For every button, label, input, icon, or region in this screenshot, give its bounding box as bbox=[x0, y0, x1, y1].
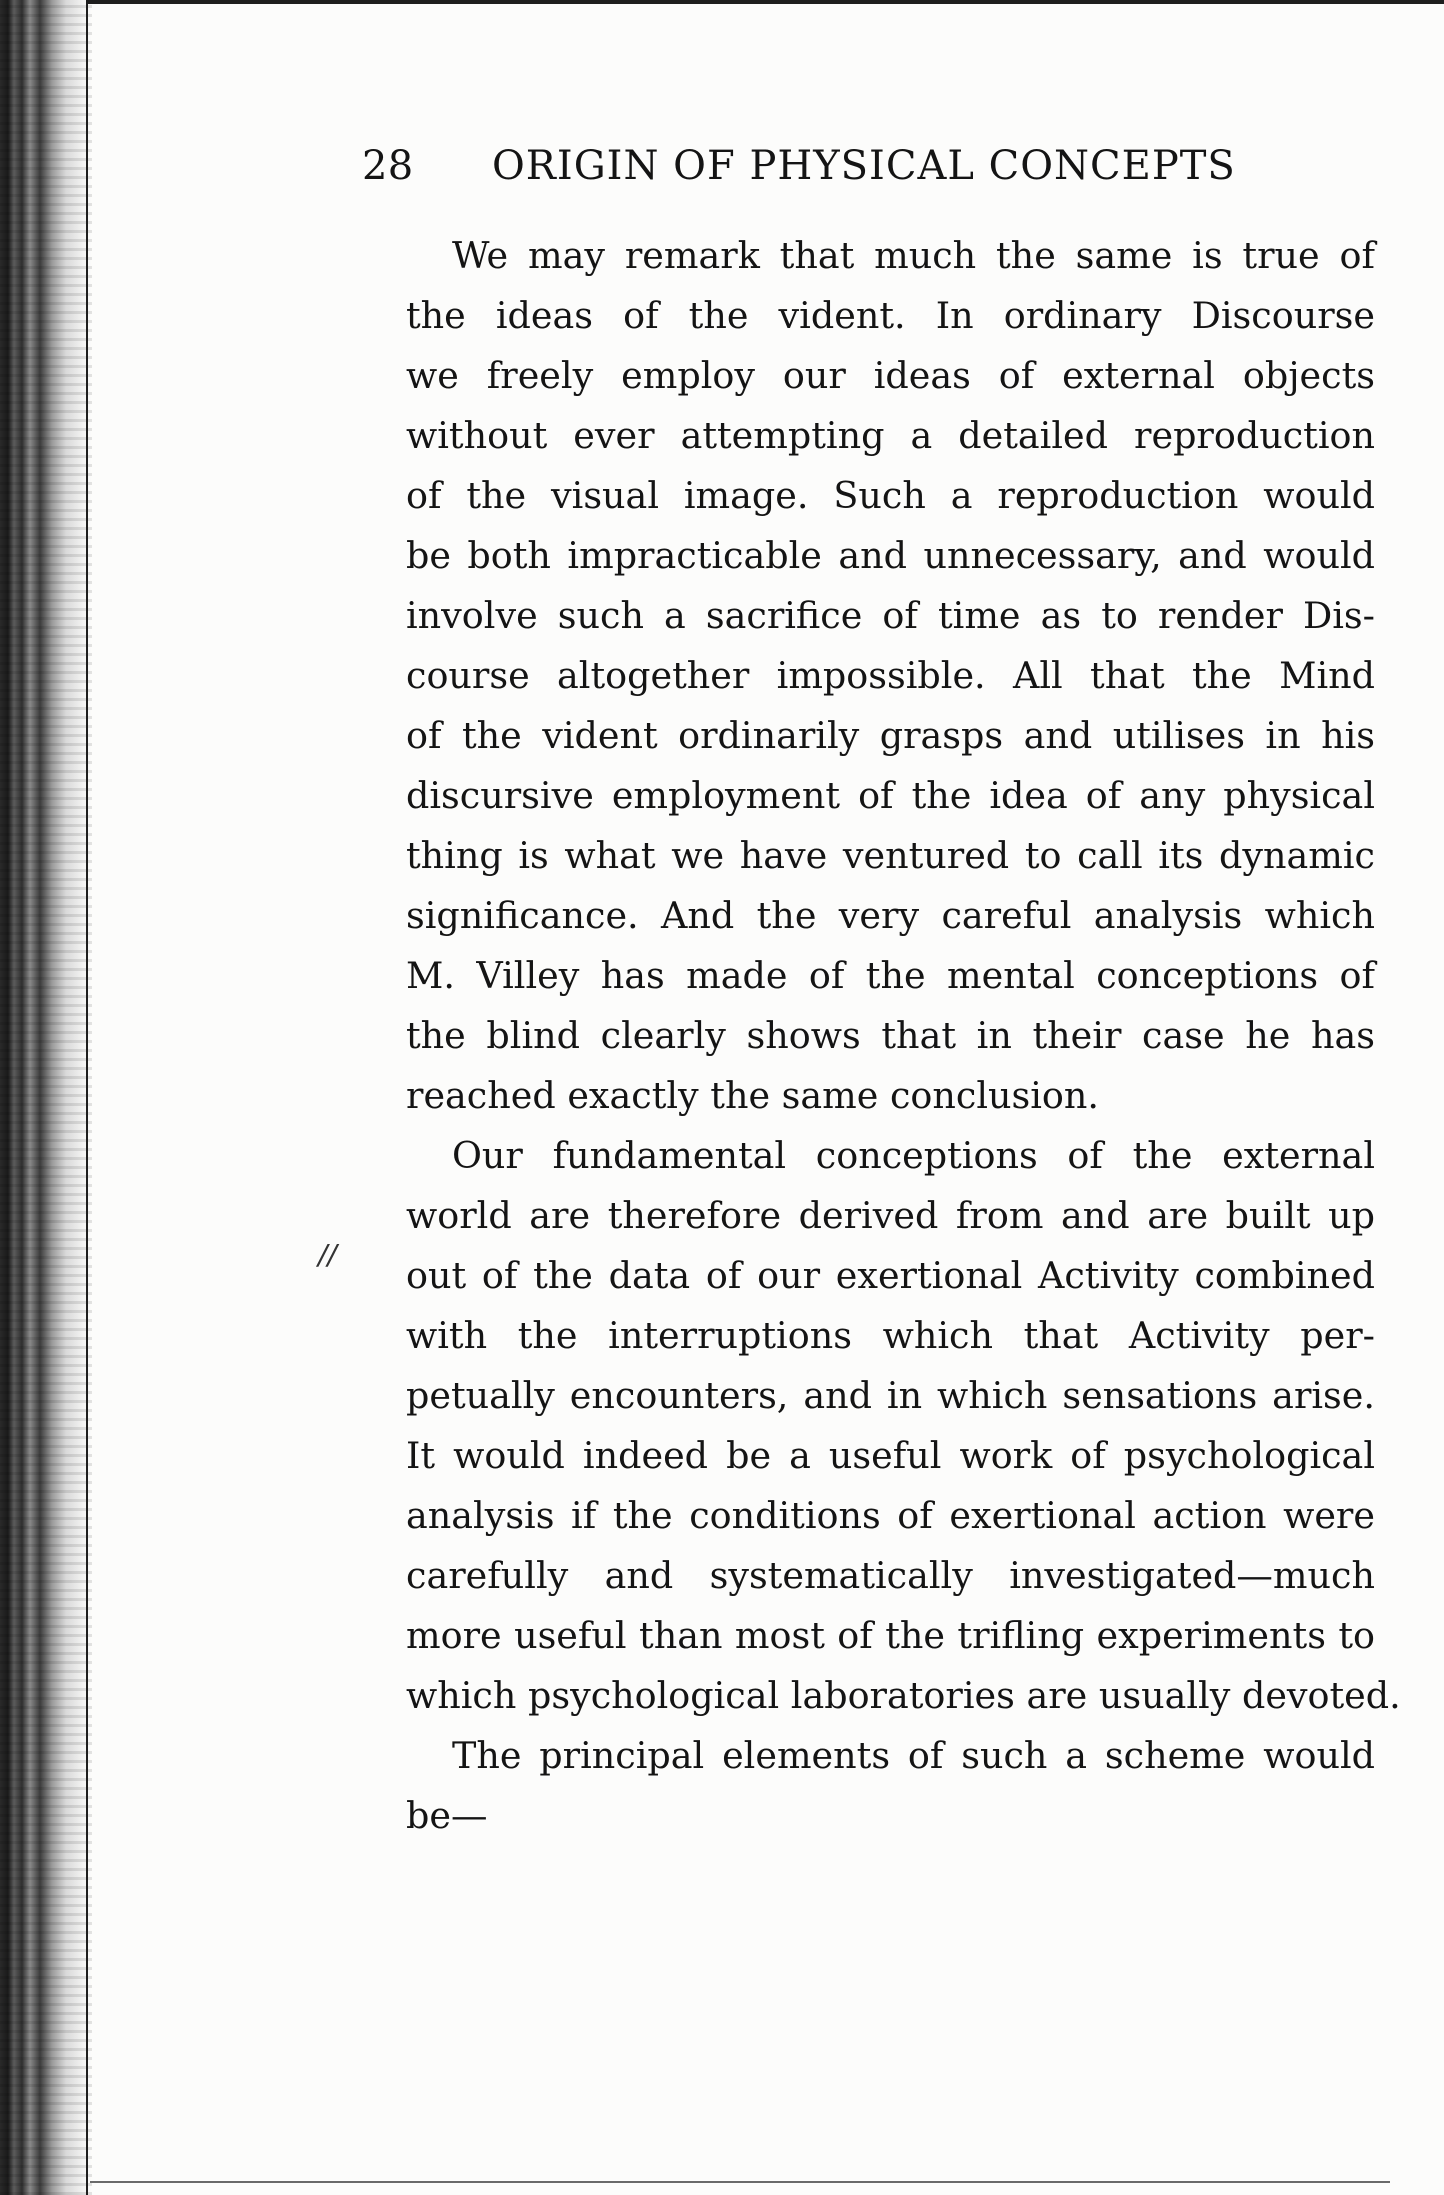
paragraph bbox=[360, 1726, 1375, 1846]
text-line: out of the data of our exertional Activity combined bbox=[406, 1254, 1375, 1297]
text-line: more useful than most of the trifling experiments to bbox=[406, 1614, 1375, 1657]
text-line: involve such a sacrifice of time as to render Dis- bbox=[406, 594, 1375, 637]
paragraph bbox=[360, 1126, 1401, 1726]
text-line: the ideas of the vident. In ordinary Discourse bbox=[406, 294, 1375, 337]
text-line: with the interruptions which that Activity per- bbox=[406, 1314, 1375, 1357]
body-text bbox=[360, 226, 1401, 1846]
page-top-edge bbox=[88, 0, 1444, 4]
text-line: which psychological laboratories are usually devoted. bbox=[406, 1674, 1401, 1717]
text-line: thing is what we have ventured to call its dynamic bbox=[406, 834, 1375, 877]
text-line: We may remark that much the same is true of bbox=[452, 234, 1375, 277]
text-line: M. Villey has made of the mental conceptions of bbox=[406, 954, 1375, 997]
text-line: be both impracticable and unnecessary, and would bbox=[406, 534, 1375, 577]
page-left-edge bbox=[86, 0, 88, 2195]
text-line: It would indeed be a useful work of psychological bbox=[406, 1434, 1375, 1477]
text-line: of the vident ordinarily grasps and utilises in his bbox=[406, 714, 1375, 757]
text-line: discursive employment of the idea of any physical bbox=[406, 774, 1375, 817]
text-line: course altogether impossible. All that the Mind bbox=[406, 654, 1375, 697]
text-line: world are therefore derived from and are built up bbox=[406, 1194, 1375, 1237]
text-line: Our fundamental conceptions of the external bbox=[452, 1134, 1375, 1177]
text-line: analysis if the conditions of exertional action were bbox=[406, 1494, 1375, 1537]
running-header bbox=[362, 138, 1372, 194]
text-line: without ever attempting a detailed reproduction bbox=[406, 414, 1375, 457]
text-line: The principal elements of such a scheme would bbox=[452, 1734, 1375, 1777]
text-line: of the visual image. Such a reproduction would bbox=[406, 474, 1375, 517]
page-bottom-edge bbox=[90, 2181, 1390, 2183]
binding-gutter bbox=[0, 0, 92, 2195]
paragraph bbox=[360, 226, 1375, 1126]
text-line: reached exactly the same conclusion. bbox=[406, 1074, 1100, 1117]
text-line: the blind clearly shows that in their case he has bbox=[406, 1014, 1375, 1057]
margin-annotation: // bbox=[318, 1238, 337, 1271]
text-line: we freely employ our ideas of external objects bbox=[406, 354, 1375, 397]
text-line: carefully and systematically investigated—much bbox=[406, 1554, 1375, 1597]
page-number: 28 bbox=[362, 143, 414, 189]
running-title: ORIGIN OF PHYSICAL CONCEPTS bbox=[492, 143, 1236, 189]
text-line: petually encounters, and in which sensations arise. bbox=[406, 1374, 1375, 1417]
text-line: be— bbox=[406, 1794, 488, 1837]
text-line: significance. And the very careful analysis which bbox=[406, 894, 1375, 937]
